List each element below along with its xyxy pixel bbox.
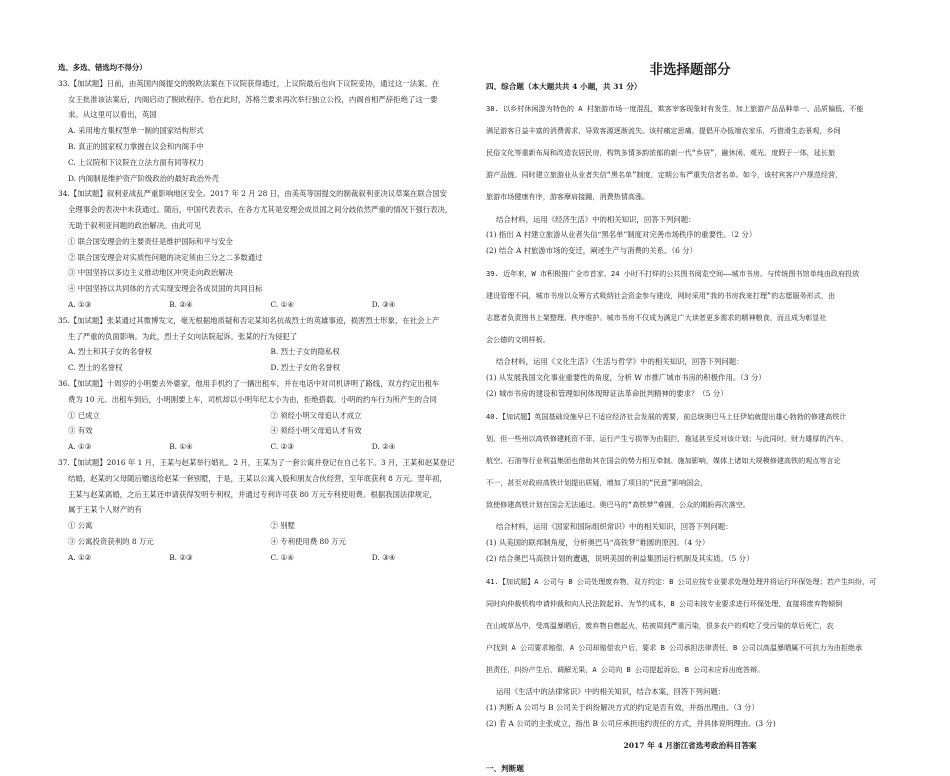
question-38 bbox=[486, 101, 894, 259]
q39-line: 志愿者负责图书上架整理、秩序维护。城市书房不仅成为满足广大读者更多需求的精神粮食，而且成为彰显社 bbox=[486, 313, 827, 323]
left-column bbox=[58, 60, 473, 566]
q39-line: 建设管理不同，城市书房以众筹方式吸纳社会资金参与建设，网时采用“我的书房我来打理”的志愿服务形式，由 bbox=[486, 291, 836, 301]
q38-sub: (2) 结合 A 村旅游市场的变迁，阐述生产与消费的关系。（6 分） bbox=[486, 246, 697, 256]
question-39 bbox=[486, 266, 894, 402]
q34-line: 无助于叙利亚问题的政治解决。由此可见 bbox=[68, 220, 202, 230]
q35-line: 生了严重的负面影响。为此，烈士子女向法院起诉。张某的行为侵犯了 bbox=[68, 331, 298, 341]
q34-line: 34.【加试题】叙利亚战乱严重影响地区安全。2017 年 2 月 28 日，由美英等国提交的制裁叙利亚决议草案在联合国安 bbox=[58, 189, 447, 199]
q34-item: ④ 中国坚持以共同体的方式实现安理会各成员国的共同目标 bbox=[68, 284, 263, 294]
q38-line: 满足游客日益丰富的消费需求，导致客源逐渐流失。该村痛定思痛，提倡开办低端农家乐，巧借滑生态景观，乡间 bbox=[486, 126, 841, 136]
q37-items-row bbox=[58, 518, 473, 534]
q37-item: ④ 专利使用费 80 万元 bbox=[270, 536, 347, 546]
answer-choice: C. ①④ bbox=[270, 299, 294, 309]
question-33 bbox=[58, 76, 473, 187]
q33-option: A. 采用地方集权型单一制的国家结构形式 bbox=[68, 126, 204, 136]
question-37 bbox=[58, 455, 473, 566]
question-41 bbox=[486, 574, 894, 732]
answer-choice: B. ②③ bbox=[169, 552, 193, 562]
q34-item: ③ 中国坚持以多边主义推动地区冲突走向政治解决 bbox=[68, 268, 233, 278]
q33-option: B. 真正的国家权力掌握在议会和内阁手中 bbox=[68, 141, 204, 151]
q41-sub: (1) 判断 A 公司与 B 公司关于纠纷解决方式的约定是否有效，并指出理由。（3 分） bbox=[486, 703, 759, 713]
q35-line: 35.【加试题】张某通过其微博发文，毫无根据地质疑和否定某知名抗战烈士的英雄事迹，损害烈士形象，在社会上产 bbox=[58, 315, 440, 325]
answer-choice: A. ①③ bbox=[68, 299, 92, 309]
q36-answers bbox=[58, 439, 473, 455]
q40-line: 航空、石油等行业利益集团也借助其在国会的势力相互牵制、施加影响，媒体上诸如大规模修建高铁的观点等言论 bbox=[486, 456, 841, 466]
answer-choice: B. ①④ bbox=[169, 442, 193, 452]
q39-sub: (1) 从发展我国文化事业重要性的角度，分析 W 市推广城市书房的积极作用。（3 分） bbox=[486, 373, 766, 383]
q35-options-row bbox=[58, 360, 473, 376]
q33-line: 女王批准该法案后，内阁启动了脱欧程序。恰在此时，苏格兰要求再次举行独立公投，内阁首相严辞拒绝了这一要 bbox=[68, 94, 438, 104]
q37-line: 属于王某个人财产的有 bbox=[68, 505, 142, 515]
right-column bbox=[486, 79, 894, 776]
question-34 bbox=[58, 186, 473, 312]
q33-line: 求。从这里可以看出，英国 bbox=[68, 110, 157, 120]
q33-option: D. 内阁制是维护资产阶级政治的最好政治外壳 bbox=[68, 173, 219, 183]
q35-option: B. 烈士子女的隐私权 bbox=[270, 347, 340, 357]
q34-line: 全理事会的表决中未获通过。随后，中国代表表示，在各方尤其是安理会成员国之间分歧依然严重的情况下强行表决， bbox=[68, 205, 453, 215]
answer-choice: B. ②④ bbox=[169, 299, 193, 309]
answer-key-title: 2017 年 4 月浙江省选考政治科目答案 bbox=[623, 740, 757, 750]
answer-choice: C. ②③ bbox=[270, 442, 294, 452]
q36-item: ④ 须经小明父母追认才有效 bbox=[270, 426, 362, 436]
q36-items-row bbox=[58, 408, 473, 424]
q36-line: 费为 10 元。出租车到后，小明刚要上车，司机却以小明年纪太小为由，拒绝搭载。小明的约车行为所产生的合同 bbox=[68, 394, 437, 404]
q34-item: ② 联合国安理会对实质性问题的决定须由三分之二多数通过 bbox=[68, 252, 263, 262]
section-heading: 一、判断题 bbox=[486, 764, 524, 774]
q40-line: 40.【加试题】英国基础设施早已不适应经济社会发展的需要，前总统奥巴马上任伊始就提出雄心勃勃的修建高铁计 bbox=[486, 411, 847, 421]
answer-choice: D. ③④ bbox=[371, 299, 396, 309]
q35-options-row bbox=[58, 344, 473, 360]
q35-option: C. 烈士的名誉权 bbox=[68, 363, 123, 373]
q35-option: D. 烈士子女的名誉权 bbox=[270, 363, 340, 373]
q41-line: 在山坡草丛中，受高温暴晒后，废弃物自燃起火，枯被周到严重污染，很多农户的鸡吃了受污染的草后死亡，农 bbox=[486, 621, 834, 631]
q36-item: ① 已成立 bbox=[68, 410, 100, 420]
q37-answers bbox=[58, 550, 473, 566]
q39-sub: (2) 城市书房的建设和管理如何体现辩证法革命批判精神的要求？（5 分） bbox=[486, 389, 728, 399]
section-heading: 四、综合题（本大题共共 4 小题，共 31 分） bbox=[486, 82, 642, 91]
q37-line: 37.【加试题】2016 年 1 月，王某与赵某举行婚礼。2 月，王某为了一套公寓并登记在自己名下。3 月，王某和赵某登记 bbox=[58, 457, 455, 467]
answer-choice: D. ②④ bbox=[371, 442, 396, 452]
question-36 bbox=[58, 376, 473, 455]
q37-items-row bbox=[58, 534, 473, 550]
q41-sub: (2) 若 A 公司的主张成立，指出 B 公司应承担违约责任的方式，并具体说明理由。(3 分) bbox=[486, 718, 776, 728]
q38-line: 游产品链。同时建立旅游业从业者失信“黑名单”制度，定期公布严重失信者名单。如今，该村宾客户户规范经营， bbox=[486, 170, 843, 180]
q41-line: 同时向仲裁机构申请仲裁和向人民法院起诉。为节约成本，B 公司未按专业要求进行环保处理，直接将废弃物倾倒 bbox=[486, 598, 843, 608]
q40-line: 致使修建高铁计划在国会无法通过。奥巴马的“高铁梦”难圆，公众的期盼再次落空。 bbox=[486, 500, 750, 510]
q37-item: ③ 公寓投资获利的 8 万元 bbox=[68, 536, 154, 546]
q36-items-row bbox=[58, 423, 473, 439]
section-title: 非选择题部分 bbox=[649, 62, 731, 78]
q36-item: ③ 有效 bbox=[68, 426, 93, 436]
q41-line: 担责任，纠纷产生后，调解无果，A 公司向 B 公司提起诉讼，B 公司未应诉出庭答辩。 bbox=[486, 665, 765, 675]
q37-line: 结婚，赵某的父母随后赠送给赵某一套别墅，于是，王某以公寓入股和朋友合伙经营，至年底获利 8 万元。翌年初， bbox=[68, 473, 447, 483]
q41-line: 户找到 A 公司要求赔偿，A 公司却赔偿农户后，要求 B 公司承担法律责任，B 公司以高温暴晒属不可抗力为由拒绝承 bbox=[486, 643, 863, 653]
q36-line: 36.【加试题】十周岁的小明要去外婆家，他用手机约了一辆出租车，并在电话中对司机讲明了路线，双方约定出租车 bbox=[58, 378, 440, 388]
q41-lead: 运用《生活中的法律常识》中的相关知识，结合本案，回答下列问题： bbox=[496, 687, 726, 697]
answer-choice: C. ①④ bbox=[270, 552, 294, 562]
q39-line: 39. 近年来，W 市积极推广全市首家、24 小时不打烊的公共图书阅览空间——城市书房。与传统图书馆单纯由政府投放 bbox=[486, 269, 860, 279]
q38-line: 民俗文化等重新布局和改造农居民房，构筑多情多韵浓郁的新一代“乡居”，融休闲、观光、度假于一体，延长旅 bbox=[486, 148, 836, 158]
answer-choice: A. ①③ bbox=[68, 442, 92, 452]
q37-line: 王某与赵某离婚，之后王某还申请获得发明专利权，并通过专利许可获 80 万元专利使用费。根据我国法律规定， bbox=[68, 489, 437, 499]
q37-item: ① 公寓 bbox=[68, 521, 93, 531]
q40-sub: (2) 结合奥巴马高铁计划的遭遇，说明美国的利益集团运行机制及其实质。（5 分） bbox=[486, 553, 754, 563]
q33-line: 33.【加试题】日前，由英国内阁提交的脱欧法案在下议院获得通过，上议院最后也向下议院妥协，通过这一法案。在 bbox=[58, 78, 440, 88]
q38-line: 旅游市场健康有序，游客摩肩接踵，消费热情高涨。 bbox=[486, 192, 650, 202]
q38-line: 38. 以乡村休闲游为特色的 A 村旅游市场一度混乱，欺客宰客现象时有发生，加上旅游产品品种单一、品质偏低，不能 bbox=[486, 104, 864, 114]
q34-item: ① 联合国安理会的主要责任是维护国际和平与安全 bbox=[68, 236, 233, 246]
q40-lead: 结合材料，运用《国家和国际组织常识》中的相关知识，回答下列问题： bbox=[496, 522, 733, 532]
q39-lead: 结合材料，运用《文化生活》《生活与哲学》中的相关知识，回答下列问题： bbox=[496, 357, 744, 367]
q38-lead: 结合材料，运用《经济生活》中的相关知识，回答下列问题： bbox=[496, 214, 696, 224]
q35-option: A. 烈士和其子女的名誉权 bbox=[68, 347, 152, 357]
header-note: 选、多选、错选均不得分） bbox=[58, 63, 147, 72]
q40-sub: (1) 从美国的联邦制角度，分析奥巴马“高铁梦”难圆的原因。（4 分） bbox=[486, 538, 710, 548]
q41-line: 41.【加试题】A 公司与 B 公司处理废弃物，双方约定：B 公司应按专业要求处理处理并将运行环保处理；若产生纠纷，可 bbox=[486, 576, 877, 586]
q38-sub: (1) 指出 A 村建立旅游从业者失信“黑名单”制度对完善市场秩序的重要性。（2 分） bbox=[486, 230, 757, 240]
q40-line: 不一，甚至对政府高铁计划提出质疑，增加了项目的“民意”影响国会， bbox=[486, 478, 708, 488]
q34-answers bbox=[58, 297, 473, 313]
q37-item: ② 别墅 bbox=[270, 521, 296, 531]
answer-choice: D. ③④ bbox=[371, 552, 396, 562]
q36-item: ② 须经小明父母追认才成立 bbox=[270, 410, 362, 420]
answer-choice: A. ①② bbox=[68, 552, 92, 562]
question-35 bbox=[58, 313, 473, 376]
question-40 bbox=[486, 409, 894, 567]
q40-line: 划，但一些州以高铁修建耗资不菲、运行产生亏损等为由阻拦，拖延甚至反对该计划；与此同时，财力雄厚的汽车、 bbox=[486, 434, 848, 443]
q39-line: 会公德的文明样板。 bbox=[486, 335, 550, 345]
q33-option: C. 上议院和下议院在立法方面有同等权力 bbox=[68, 157, 204, 167]
